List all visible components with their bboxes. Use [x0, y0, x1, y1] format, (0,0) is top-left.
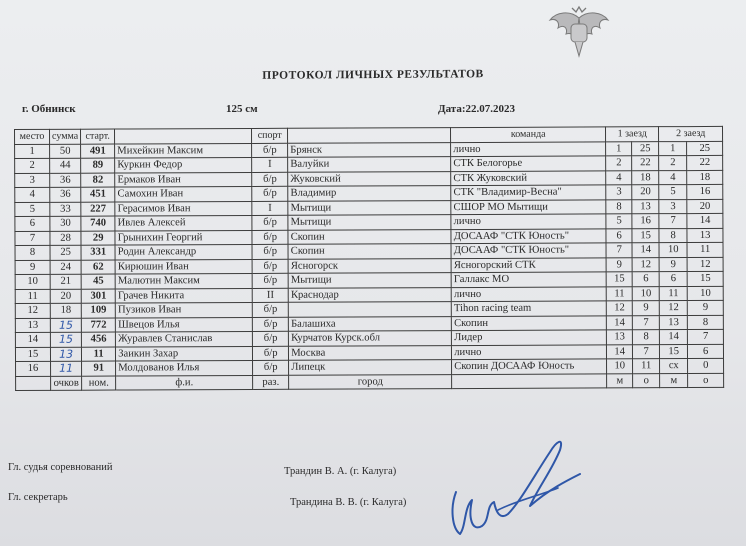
start-number-cell: 451 [81, 187, 115, 202]
heat1-place-cell: 4 [606, 170, 632, 185]
heat2-place-cell: 10 [659, 243, 687, 258]
state-emblem-icon [546, 4, 612, 62]
sum-cell: 25 [50, 245, 81, 260]
heat2-points-cell: 25 [687, 141, 723, 156]
sum-cell: 13 [50, 347, 81, 362]
city-cell: Жуковский [288, 171, 451, 186]
heat1-points-cell: 7 [633, 315, 660, 330]
secretary-name: Трандина В. В. (г. Калуга) [290, 497, 407, 508]
heat1-place-cell: 2 [606, 156, 632, 171]
name-cell: Самохин Иван [115, 186, 252, 201]
rank-cell: б/р [252, 259, 288, 274]
heat1-points-cell: 18 [632, 170, 659, 185]
team-cell: лично [451, 141, 606, 156]
class-label: 125 см [226, 103, 258, 115]
start-number-cell: 491 [81, 144, 115, 159]
heat1-place-cell: 13 [607, 330, 633, 345]
start-number-cell: 91 [82, 361, 116, 376]
name-cell: Ивлев Алексей [115, 215, 252, 230]
heat2-place-cell: 12 [659, 301, 687, 316]
heat1-place-cell: 1 [606, 141, 632, 156]
col-heat1-header: 1 заезд [606, 127, 659, 142]
place-cell: 7 [15, 231, 50, 246]
col-start-header: старт. [81, 129, 115, 144]
place-cell: 2 [15, 158, 50, 173]
heat2-points-cell: 7 [688, 329, 724, 344]
sum-cell: 50 [50, 144, 81, 159]
heat2-place-cell: 6 [659, 272, 687, 287]
place-cell: 6 [15, 216, 50, 231]
city-cell: Балашиха [289, 316, 452, 331]
col-city-header [288, 128, 451, 143]
team-cell: Лидер [452, 330, 607, 345]
rank-cell: б/р [252, 143, 288, 158]
sum-cell: 36 [50, 187, 81, 202]
place-cell: 14 [15, 332, 50, 347]
rank-cell: б/р [253, 360, 289, 375]
sub-name: ф.и. [116, 375, 253, 390]
name-cell: Кирюшин Иван [115, 259, 252, 274]
city-cell: Москва [289, 345, 452, 360]
heat2-place-cell: 9 [659, 257, 687, 272]
sum-cell: 30 [50, 216, 81, 231]
col-place-header: место [15, 129, 50, 144]
city-cell: Мытищи [288, 215, 451, 230]
sub-m1: м [607, 373, 633, 388]
name-cell: Герасимов Иван [115, 201, 252, 216]
name-cell: Журавлев Станислав [116, 331, 253, 346]
place-cell: 1 [15, 144, 50, 159]
team-cell: лично [452, 344, 607, 359]
name-cell: Швецов Илья [116, 317, 253, 332]
place-cell: 12 [15, 303, 50, 318]
city-cell: Ясногорск [288, 258, 451, 273]
team-cell: Tihon racing team [451, 301, 606, 316]
results-table [14, 126, 724, 391]
heat2-points-cell: 22 [687, 155, 723, 170]
team-cell: ДОСААФ "СТК Юность" [451, 228, 606, 243]
heat1-points-cell: 12 [632, 257, 659, 272]
heat1-points-cell: 15 [632, 228, 659, 243]
city-cell: Брянск [288, 142, 451, 157]
sum-cell: 24 [50, 260, 81, 275]
team-cell: СТК "Владимир-Весна" [451, 185, 606, 200]
heat2-points-cell: 0 [688, 358, 724, 373]
start-number-cell: 45 [81, 274, 115, 289]
city-cell: Валуйки [288, 157, 451, 172]
heat1-place-cell: 10 [607, 359, 633, 374]
team-cell: Ясногорский СТК [451, 257, 606, 272]
heat1-points-cell: 6 [632, 272, 659, 287]
team-cell: лично [451, 214, 606, 229]
rank-cell: б/р [253, 317, 289, 332]
start-number-cell: 29 [81, 231, 115, 246]
heat2-place-cell: 4 [659, 170, 687, 185]
heat1-points-cell: 20 [632, 185, 659, 200]
name-cell: Пузиков Иван [115, 302, 252, 317]
secretary-label: Гл. секретарь [8, 492, 68, 503]
city-cell: Владимир [288, 186, 451, 201]
col-team-header: команда [451, 127, 606, 142]
heat2-place-cell: 5 [659, 185, 687, 200]
handwritten-signature [438, 430, 588, 540]
heat2-place-cell: 7 [659, 214, 687, 229]
place-cell: 3 [15, 173, 50, 188]
city-cell: Мытищи [288, 200, 451, 215]
heat2-points-cell: 12 [687, 257, 723, 272]
heat2-place-cell: сх [660, 359, 688, 374]
name-cell: Грачев Никита [115, 288, 252, 303]
sub-team [452, 373, 607, 388]
heat2-points-cell: 18 [687, 170, 723, 185]
rank-cell: б/р [252, 273, 288, 288]
team-cell: Скопин ДОСААФ Юность [452, 359, 607, 374]
name-cell: Малютин Максим [115, 273, 252, 288]
start-number-cell: 456 [82, 332, 116, 347]
competition-date: Дата:22.07.2023 [438, 103, 515, 115]
city-cell [288, 302, 451, 317]
heat2-place-cell: 14 [660, 330, 688, 345]
heat1-points-cell: 13 [632, 199, 659, 214]
place-cell: 13 [15, 318, 50, 333]
start-number-cell: 11 [82, 347, 116, 362]
sub-o2: о [688, 373, 724, 388]
col-heat2-header: 2 заезд [659, 126, 723, 141]
sum-cell: 44 [50, 158, 81, 173]
heat2-points-cell: 11 [687, 242, 723, 257]
rank-cell: б/р [252, 172, 288, 187]
heat2-place-cell: 1 [659, 141, 687, 156]
name-cell: Грынихин Георгий [115, 230, 252, 245]
heat2-points-cell: 8 [688, 315, 724, 330]
sub-num: ном. [82, 376, 116, 391]
heat1-place-cell: 14 [607, 344, 633, 359]
heat2-place-cell: 13 [660, 315, 688, 330]
heat1-place-cell: 5 [606, 214, 632, 229]
heat1-points-cell: 25 [632, 141, 659, 156]
team-cell: СШОР МО Мытищи [451, 199, 606, 214]
rank-cell: б/р [252, 302, 288, 317]
judge-label: Гл. судья соревнований [8, 462, 113, 473]
heat1-place-cell: 12 [606, 301, 632, 316]
rank-cell: б/р [252, 244, 288, 259]
place-cell: 4 [15, 187, 50, 202]
name-cell: Молдованов Илья [116, 360, 253, 375]
heat1-points-cell: 7 [633, 344, 660, 359]
name-cell: Ермаков Иван [115, 172, 252, 187]
start-number-cell: 109 [81, 303, 115, 318]
rank-cell: б/р [252, 230, 288, 245]
heat1-points-cell: 22 [632, 156, 659, 171]
heat2-place-cell: 11 [659, 286, 687, 301]
heat2-place-cell: 8 [659, 228, 687, 243]
team-cell: лично [451, 286, 606, 301]
col-rank-header: спорт [252, 128, 288, 143]
start-number-cell: 89 [81, 158, 115, 173]
heat2-place-cell: 2 [659, 156, 687, 171]
heat2-points-cell: 16 [687, 184, 723, 199]
name-cell: Михейкин Максим [115, 143, 252, 158]
heat2-points-cell: 10 [687, 286, 723, 301]
place-cell: 9 [15, 260, 50, 275]
start-number-cell: 740 [81, 216, 115, 231]
heat1-place-cell: 9 [606, 257, 632, 272]
heat1-place-cell: 11 [606, 286, 632, 301]
competition-city: г. Обнинск [22, 103, 76, 115]
heat2-place-cell: 3 [659, 199, 687, 214]
heat1-points-cell: 14 [632, 243, 659, 258]
heat1-points-cell: 10 [632, 286, 659, 301]
sum-cell: 18 [50, 303, 81, 318]
rank-cell: I [252, 201, 288, 216]
document-title: ПРОТОКОЛ ЛИЧНЫХ РЕЗУЛЬТАТОВ [262, 68, 484, 82]
place-cell: 8 [15, 245, 50, 260]
rank-cell: II [252, 288, 288, 303]
place-cell: 10 [15, 274, 50, 289]
sum-cell: 21 [50, 274, 81, 289]
name-cell: Заикин Захар [116, 346, 253, 361]
heat1-place-cell: 15 [606, 272, 632, 287]
start-number-cell: 62 [81, 260, 115, 275]
table-subheader-row [16, 373, 724, 391]
rank-cell: б/р [252, 186, 288, 201]
place-cell: 15 [15, 347, 50, 362]
team-cell: СТК Жуковский [451, 170, 606, 185]
heat2-points-cell: 14 [687, 213, 723, 228]
heat1-place-cell: 14 [607, 315, 633, 330]
heat1-place-cell: 7 [606, 243, 632, 258]
sum-cell: 15 [50, 332, 81, 347]
team-cell: СТК Белогорье [451, 156, 606, 171]
heat1-place-cell: 6 [606, 228, 632, 243]
team-cell: ДОСААФ "СТК Юность" [451, 243, 606, 258]
judge-name: Трандин В. А. (г. Калуга) [284, 466, 397, 477]
heat2-points-cell: 15 [687, 271, 723, 286]
rank-cell: I [252, 157, 288, 172]
city-cell: Краснодар [288, 287, 451, 302]
rank-cell: б/р [253, 331, 289, 346]
sub-o1: о [633, 373, 660, 388]
team-cell: Скопин [452, 315, 607, 330]
name-cell: Куркин Федор [115, 157, 252, 172]
heat2-place-cell: 15 [660, 344, 688, 359]
heat1-points-cell: 8 [633, 330, 660, 345]
place-cell: 11 [15, 289, 50, 304]
start-number-cell: 772 [82, 318, 116, 333]
sub-points: очков [51, 376, 82, 391]
place-cell: 16 [16, 361, 51, 376]
heat2-points-cell: 6 [688, 344, 724, 359]
heat2-points-cell: 9 [687, 300, 723, 315]
sum-cell: 20 [50, 289, 81, 304]
col-name-header [115, 128, 252, 143]
sum-cell: 15 [50, 318, 81, 333]
heat2-points-cell: 13 [687, 228, 723, 243]
sum-cell: 11 [51, 361, 82, 376]
sub-rank: раз. [253, 375, 289, 390]
team-cell: Галлакс МО [451, 272, 606, 287]
place-cell: 5 [15, 202, 50, 217]
city-cell: Скопин [288, 244, 451, 259]
city-cell: Мытищи [288, 273, 451, 288]
city-cell: Курчатов Курск.обл [289, 331, 452, 346]
col-sum-header: сумма [50, 129, 81, 144]
heat1-place-cell: 3 [606, 185, 632, 200]
heat1-points-cell: 9 [632, 301, 659, 316]
heat1-points-cell: 11 [633, 359, 660, 374]
sub-city: город [289, 374, 452, 389]
city-cell: Скопин [288, 229, 451, 244]
start-number-cell: 82 [81, 173, 115, 188]
sub-m2: м [660, 373, 688, 388]
heat1-points-cell: 16 [632, 214, 659, 229]
name-cell: Родин Александр [115, 244, 252, 259]
city-cell: Липецк [289, 360, 452, 375]
start-number-cell: 227 [81, 202, 115, 217]
rank-cell: б/р [253, 346, 289, 361]
heat2-points-cell: 20 [687, 199, 723, 214]
heat1-place-cell: 8 [606, 199, 632, 214]
start-number-cell: 331 [81, 245, 115, 260]
sum-cell: 36 [50, 173, 81, 188]
start-number-cell: 301 [81, 289, 115, 304]
sum-cell: 33 [50, 202, 81, 217]
rank-cell: б/р [252, 215, 288, 230]
sub-place [16, 376, 51, 391]
sum-cell: 28 [50, 231, 81, 246]
